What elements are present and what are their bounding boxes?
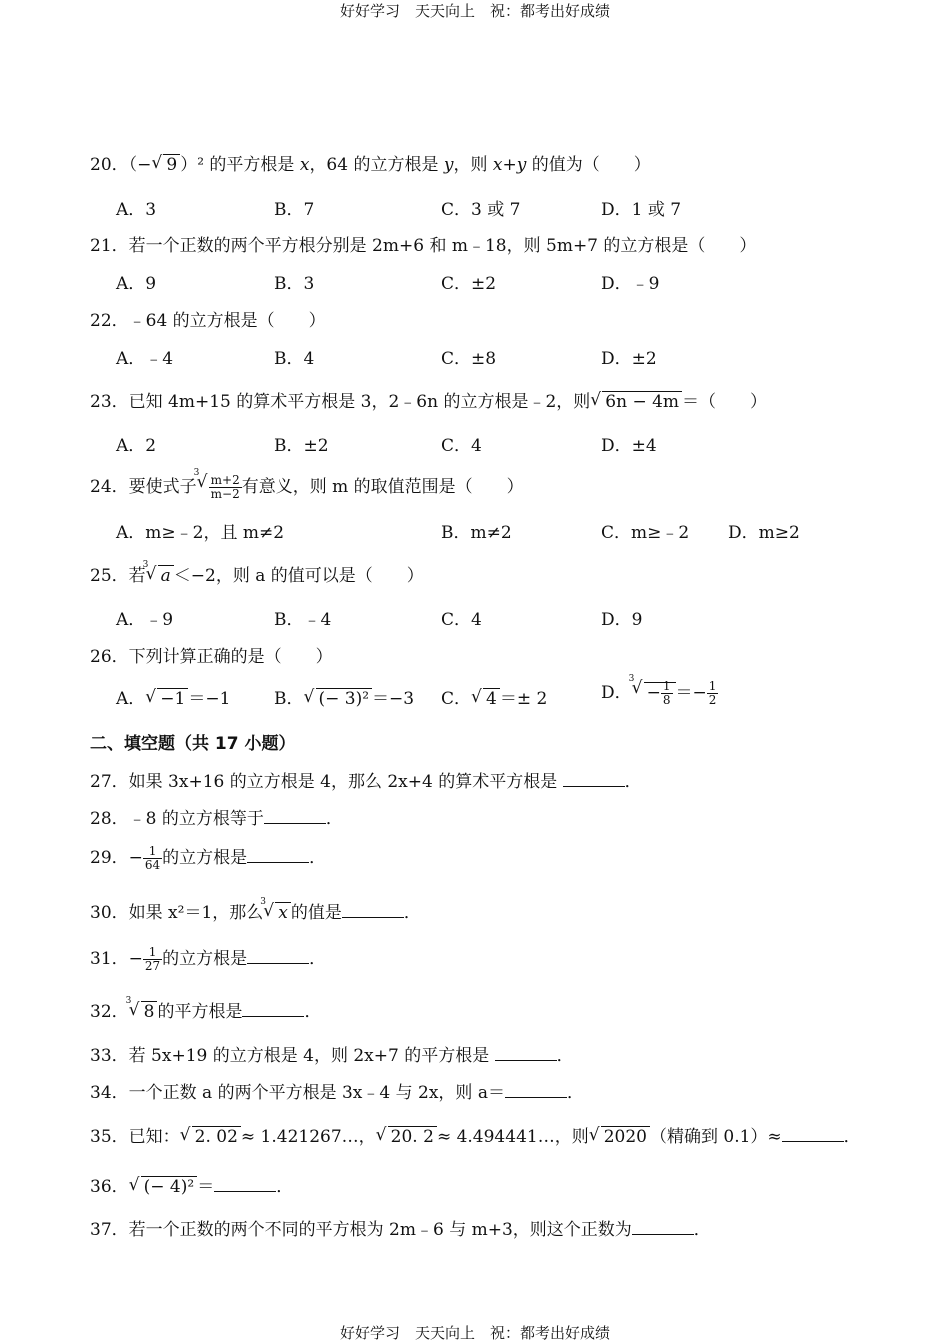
- question-26: 26．下列计算正确的是（ ）: [90, 647, 333, 667]
- fraction: $\frac{1}{27}$: [144, 945, 161, 973]
- answer-blank[interactable]: [264, 807, 326, 824]
- question-24: 24．要使式子 √ 3 $\frac{m+2}{m-2}$ 有意义，则 m 的取值范围是（ ）: [90, 472, 524, 501]
- option-d[interactable]: D．m≥2: [728, 523, 800, 543]
- cube-root-expression: √ 3 a: [146, 566, 174, 586]
- option-d[interactable]: D．±4: [601, 436, 657, 456]
- question-37: 37．若一个正数的两个不同的平方根为 2m﹣6 与 m+3，则这个正数为 ．: [90, 1220, 711, 1240]
- question-23: 23．已知 4m+15 的算术平方根是 3，2﹣6n 的立方根是﹣2，则√ 6n − 4m ＝（ ）: [90, 387, 767, 412]
- question-35: 35．已知：√ 2. 02 ≈ 1.421267…，√ 20. 2 ≈ 4.494441…，则√ 2020 （精确到 0.1）≈ ．: [90, 1122, 861, 1147]
- cube-root-fraction: √ 3 $\frac{m+2}{m-2}$: [197, 474, 242, 501]
- question-21: 21．若一个正数的两个平方根分别是 2m+6 和 m﹣18，则 5m+7 的立方根是（ ）: [90, 236, 757, 256]
- question-21-options: [116, 269, 876, 293]
- sqrt-expression: √ 6n − 4m: [590, 392, 682, 412]
- question-22-options: [116, 344, 876, 368]
- option-b[interactable]: B．m≠2: [441, 523, 512, 543]
- option-a[interactable]: A．3: [116, 200, 157, 220]
- question-31: 31．− $\frac{1}{27}$ 的立方根是 ．: [90, 945, 327, 973]
- option-c[interactable]: C．4: [441, 610, 482, 630]
- sqrt-expression: √ 9: [151, 155, 180, 175]
- question-28: 28．﹣8 的立方根等于 ．: [90, 809, 343, 829]
- option-a[interactable]: A．﹣9: [116, 610, 174, 630]
- question-33: 33．若 5x+19 的立方根是 4，则 2x+7 的平方根是 ．: [90, 1046, 574, 1066]
- option-d[interactable]: D．﹣9: [601, 274, 660, 294]
- option-c[interactable]: C．±8: [441, 349, 497, 369]
- option-a[interactable]: A．√ −1 ＝−1: [116, 684, 230, 709]
- question-24-options: [116, 518, 876, 542]
- option-a[interactable]: A．2: [116, 436, 157, 456]
- answer-blank[interactable]: [342, 901, 404, 918]
- option-d[interactable]: D．9: [601, 610, 643, 630]
- answer-blank[interactable]: [247, 947, 309, 964]
- answer-blank[interactable]: [505, 1081, 567, 1098]
- question-36: 36．√ (− 4)² ＝ ．: [90, 1172, 293, 1197]
- option-b[interactable]: B．±2: [274, 436, 329, 456]
- answer-blank[interactable]: [632, 1218, 694, 1235]
- option-a[interactable]: A．9: [116, 274, 157, 294]
- option-c[interactable]: C．3 或 7: [441, 200, 521, 220]
- option-c[interactable]: C．4: [441, 436, 482, 456]
- option-b[interactable]: B．√ (− 3)² ＝−3: [274, 684, 414, 709]
- option-a[interactable]: A．m≥﹣2，且 m≠2: [116, 523, 285, 543]
- option-c[interactable]: C．±2: [441, 274, 497, 294]
- option-d[interactable]: D． √ 3 − $\frac{1}{8}$ ＝− $\frac{1}{2}$: [601, 678, 718, 707]
- option-d[interactable]: D．±2: [601, 349, 657, 369]
- answer-blank[interactable]: [563, 770, 625, 787]
- question-34: 34．一个正数 a 的两个平方根是 3x﹣4 与 2x，则 a＝ ．: [90, 1083, 584, 1103]
- question-22: 22．﹣64 的立方根是（ ）: [90, 311, 326, 331]
- page-footer: 好好学习 天天向上 祝：都考出好成绩: [339, 1324, 610, 1342]
- question-30: 30．如果 x²＝1，那么 √ 3 x 的值是 ．: [90, 898, 421, 923]
- question-25-options: [116, 605, 876, 629]
- question-25: 25．若 √ 3 a ＜−2，则 a 的值可以是（ ）: [90, 561, 424, 586]
- answer-blank[interactable]: [247, 846, 309, 863]
- question-23-options: [116, 431, 876, 455]
- option-b[interactable]: B．7: [274, 200, 315, 220]
- option-b[interactable]: B．﹣4: [274, 610, 332, 630]
- question-27: 27．如果 3x+16 的立方根是 4，那么 2x+4 的算术平方根是 ．: [90, 772, 642, 792]
- option-b[interactable]: B．3: [274, 274, 315, 294]
- question-32: 32． √ 3 8 的平方根是 ．: [90, 997, 321, 1022]
- question-20: 20．（−√ 9 ）² 的平方根是 x，64 的立方根是 y，则 x+y 的值为（ ）: [90, 150, 651, 175]
- question-20-options: [116, 195, 876, 219]
- question-29: 29．− $\frac{1}{64}$ 的立方根是 ．: [90, 844, 327, 872]
- page-header: 好好学习 天天向上 祝：都考出好成绩: [339, 2, 610, 20]
- option-c[interactable]: C．√ 4 ＝± 2: [441, 684, 547, 709]
- answer-blank[interactable]: [242, 1000, 304, 1017]
- option-c[interactable]: C．m≥﹣2: [601, 523, 690, 543]
- section-title: 二、填空题（共 17 小题）: [90, 734, 296, 754]
- option-d[interactable]: D．1 或 7: [601, 200, 682, 220]
- answer-blank[interactable]: [214, 1175, 276, 1192]
- option-b[interactable]: B．4: [274, 349, 315, 369]
- cube-root-expression: √ 3 x: [263, 903, 291, 923]
- answer-blank[interactable]: [495, 1044, 557, 1061]
- option-a[interactable]: A．﹣4: [116, 349, 174, 369]
- cube-root-expression: √ 3 8: [129, 1002, 158, 1022]
- fraction: $\frac{1}{64}$: [144, 844, 161, 872]
- answer-blank[interactable]: [782, 1125, 844, 1142]
- question-26-options: [116, 674, 876, 714]
